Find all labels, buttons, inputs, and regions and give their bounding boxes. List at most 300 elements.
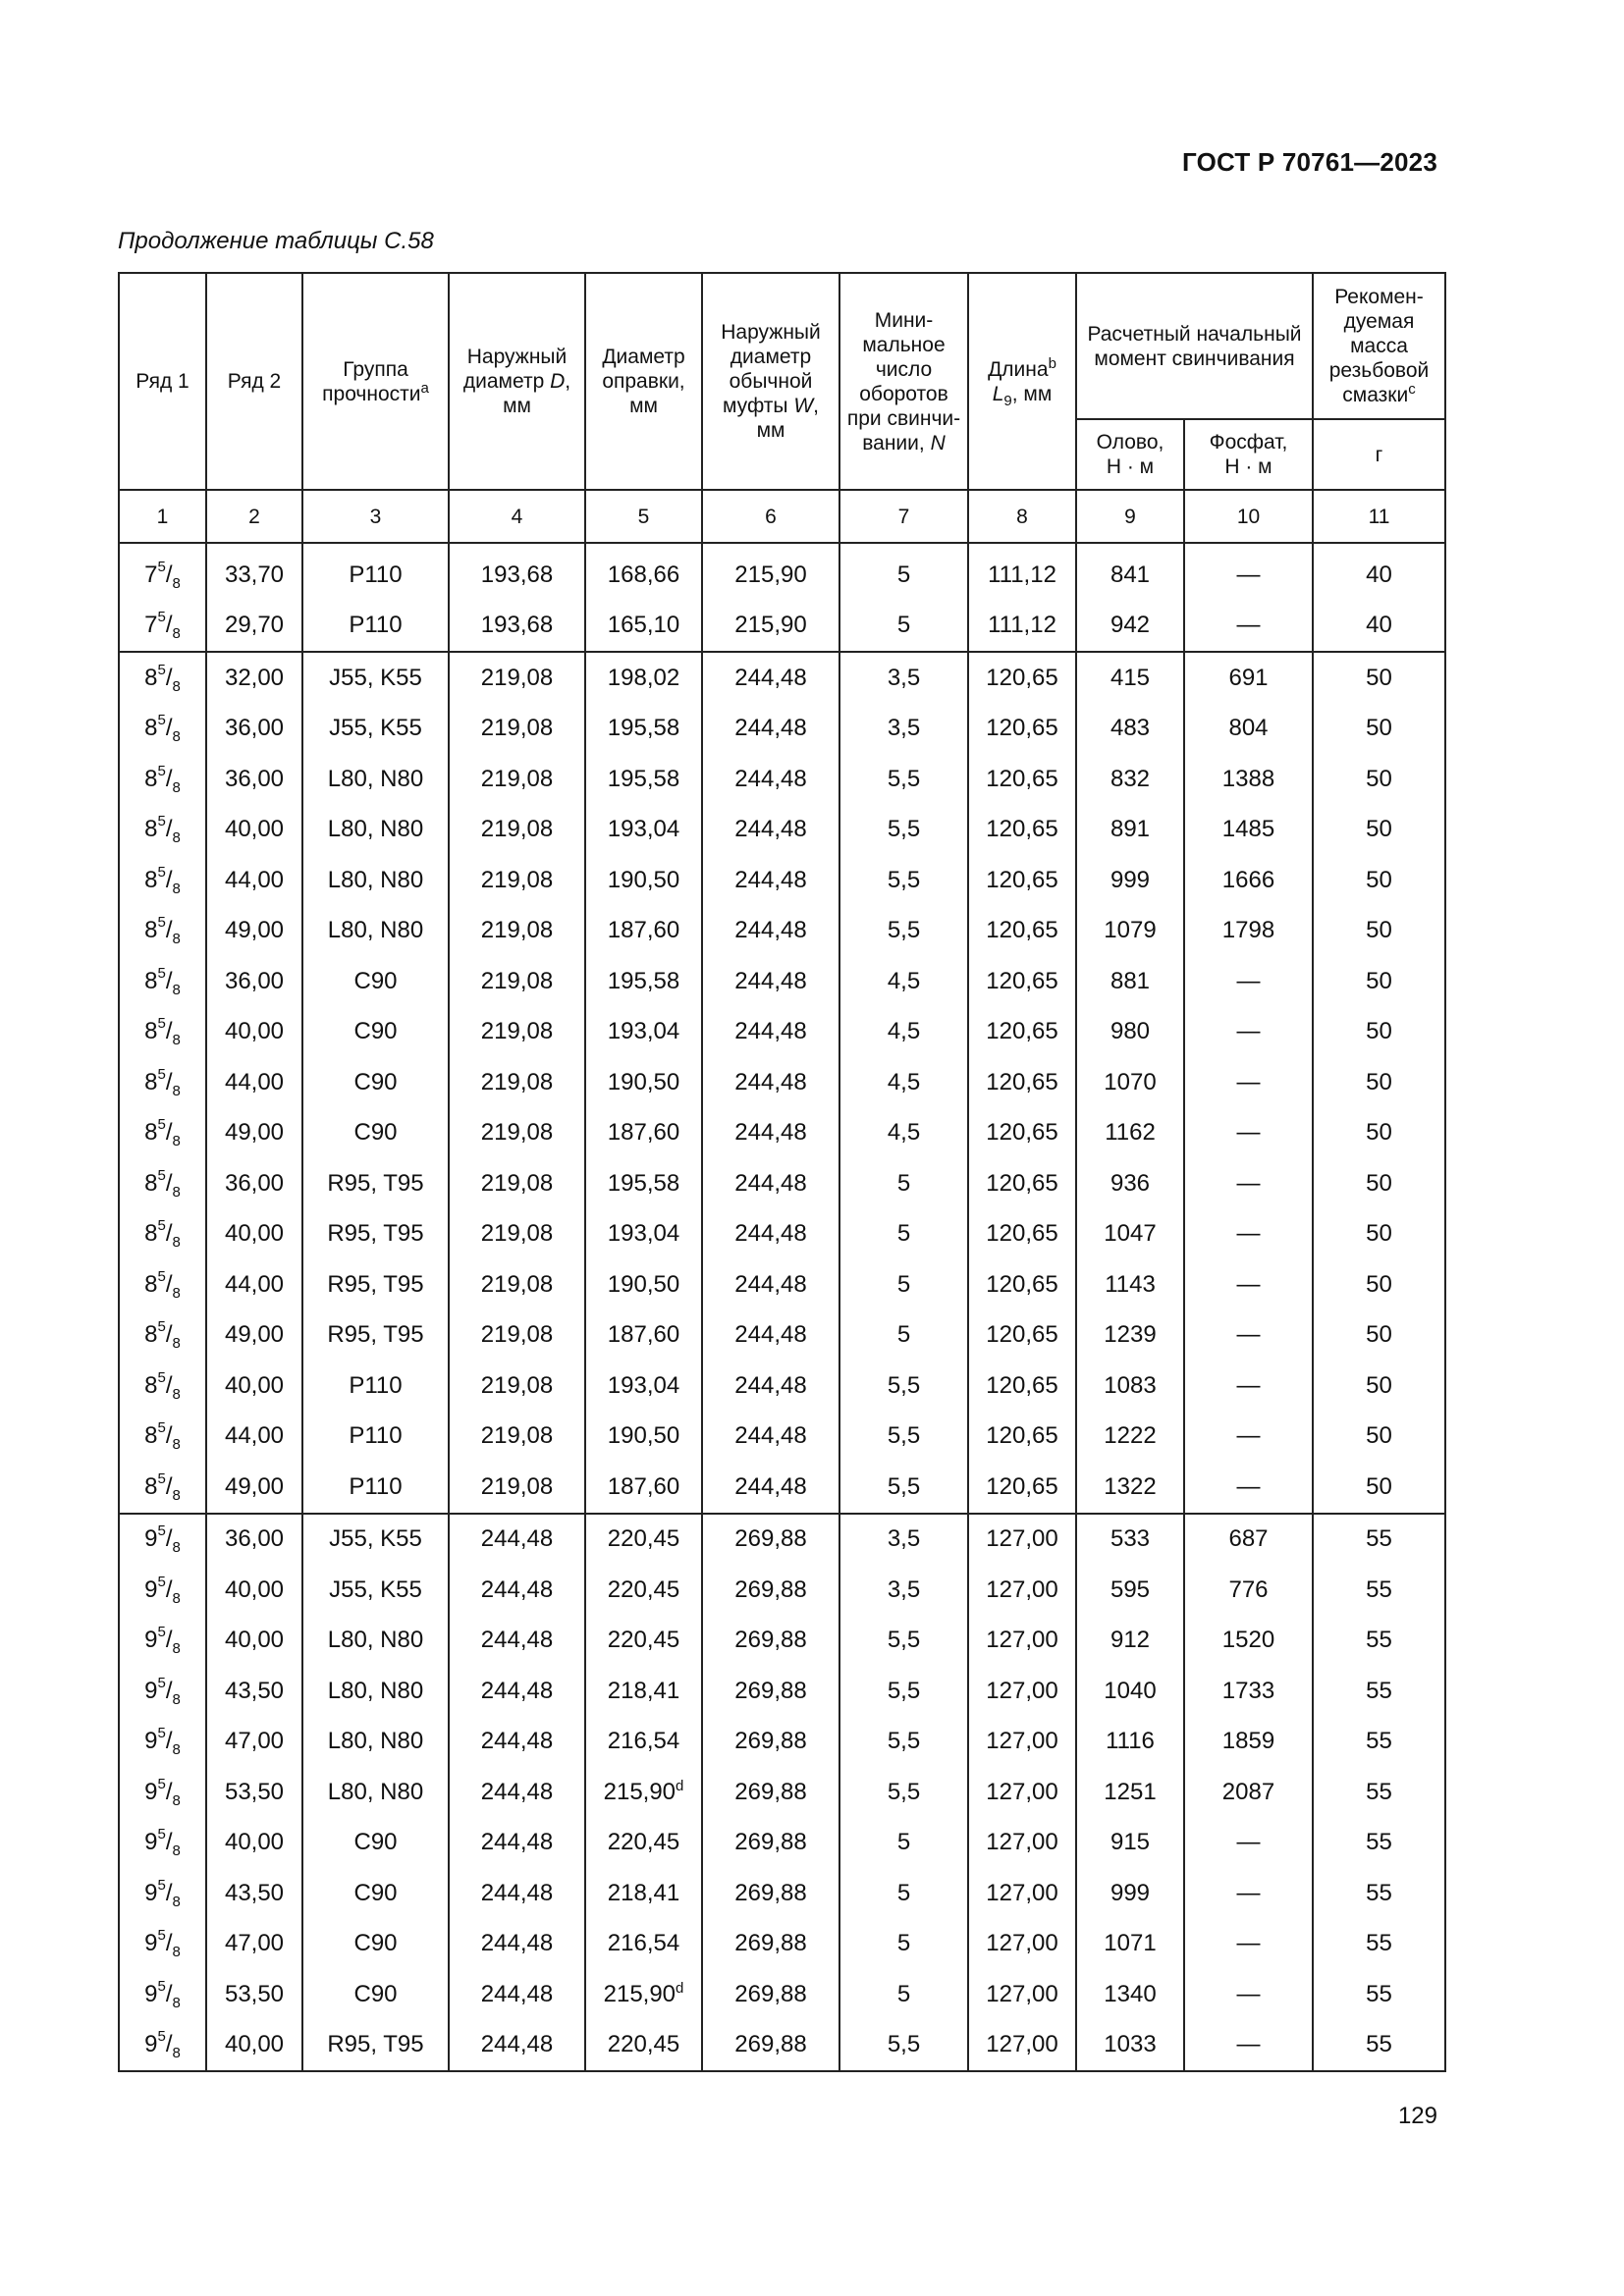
table-caption: Продолжение таблицы С.58 [118,228,434,254]
size-whole: 9 [144,2031,158,2058]
cell-torque-tin: 980 [1076,1007,1184,1058]
cell-outer-diameter: 219,08 [449,1158,585,1209]
cell-row2: 49,00 [206,1310,302,1362]
cell-length: 111,12 [968,601,1076,653]
cell-row1: $7^5/_8$ [119,543,206,601]
cell-length: 127,00 [968,1514,1076,1566]
cell-group: C90 [302,1969,449,2020]
cell-outer-diameter: 219,08 [449,1057,585,1108]
cell-row2: 40,00 [206,1616,302,1667]
cell-length: 127,00 [968,1565,1076,1616]
cell-length: 111,12 [968,543,1076,601]
size-denominator: 8 [172,829,181,847]
cell-min-turns: 5,5 [839,805,968,856]
cell-grease: 55 [1313,1767,1445,1818]
cell-coupling-diameter: 269,88 [702,1666,839,1717]
size-numerator: 5 [157,1318,166,1336]
size-denominator: 8 [172,1690,181,1708]
cell-outer-diameter: 244,48 [449,1919,585,1970]
cell-length: 120,65 [968,1209,1076,1260]
cell-torque-tin: 942 [1076,601,1184,653]
table-row [119,1361,1445,1412]
cell-mandrel [585,652,702,704]
table-row [119,1717,1445,1768]
cell-outer-diameter: 193,68 [449,601,585,653]
cell-length: 120,65 [968,704,1076,755]
size-denominator: 8 [172,1842,181,1860]
cell-min-turns: 5,5 [839,855,968,906]
cell-length: 120,65 [968,855,1076,906]
size-denominator: 8 [172,1335,181,1353]
cell-outer-diameter: 244,48 [449,1868,585,1919]
cell-row2: 44,00 [206,1057,302,1108]
cell-mandrel [585,1462,702,1514]
cell-outer-diameter: 219,08 [449,1361,585,1412]
cell-row2: 29,70 [206,601,302,653]
mandrel-value: 165,10 [607,612,680,639]
cell-outer-diameter: 219,08 [449,1209,585,1260]
col-number: 6 [702,490,839,543]
cell-coupling-diameter: 244,48 [702,1361,839,1412]
size-numerator: 5 [157,863,166,881]
mandrel-value: 218,41 [607,1677,680,1704]
cell-coupling-diameter: 244,48 [702,1310,839,1362]
cell-outer-diameter: 219,08 [449,1310,585,1362]
size-whole: 8 [144,1220,158,1248]
cell-min-turns: 5,5 [839,1767,968,1818]
size-whole: 9 [144,1778,158,1805]
cell-torque-tin: 1251 [1076,1767,1184,1818]
size-whole: 8 [144,1169,158,1197]
cell-grease: 55 [1313,1969,1445,2020]
col-number: 7 [839,490,968,543]
cell-torque-phosphate: 2087 [1184,1767,1313,1818]
mandrel-value: 193,04 [607,816,680,843]
cell-outer-diameter: 219,08 [449,754,585,805]
cell-mandrel [585,1259,702,1310]
cell-row2: 53,50 [206,1969,302,2020]
size-denominator: 8 [172,1032,181,1049]
cell-coupling-diameter: 244,48 [702,805,839,856]
cell-mandrel [585,1565,702,1616]
cell-row1: $8^5/_8$ [119,956,206,1007]
size-denominator: 8 [172,1436,181,1454]
table-row [119,704,1445,755]
cell-row1: $9^5/_8$ [119,1868,206,1919]
table-row [119,1310,1445,1362]
mandrel-value: 195,58 [607,967,680,994]
cell-min-turns: 4,5 [839,1057,968,1108]
size-numerator: 5 [157,1674,166,1691]
footnote-mark: d [676,1979,684,1997]
cell-torque-phosphate: 1798 [1184,906,1313,957]
size-numerator: 5 [157,1217,166,1235]
cell-group: L80, N80 [302,805,449,856]
size-whole: 8 [144,1321,158,1349]
size-numerator: 5 [157,1065,166,1083]
table-row [119,2020,1445,2072]
cell-torque-phosphate: 1733 [1184,1666,1313,1717]
size-denominator: 8 [172,880,181,897]
cell-grease: 50 [1313,906,1445,957]
cell-torque-tin: 999 [1076,855,1184,906]
cell-torque-phosphate: — [1184,1158,1313,1209]
size-numerator: 5 [157,1876,166,1894]
mandrel-value: 187,60 [607,1321,680,1349]
cell-torque-tin: 999 [1076,1868,1184,1919]
cell-outer-diameter: 193,68 [449,543,585,601]
cell-grease: 55 [1313,1717,1445,1768]
cell-row2: 43,50 [206,1868,302,1919]
size-numerator: 5 [157,1927,166,1945]
cell-row1: $9^5/_8$ [119,1919,206,1970]
size-whole: 8 [144,1472,158,1500]
cell-length: 120,65 [968,1310,1076,1362]
cell-row1: $9^5/_8$ [119,1969,206,2020]
cell-row2: 40,00 [206,1361,302,1412]
cell-torque-phosphate: 1520 [1184,1616,1313,1667]
cell-torque-tin: 1239 [1076,1310,1184,1362]
cell-outer-diameter: 219,08 [449,1259,585,1310]
cell-min-turns: 5 [839,1259,968,1310]
cell-length: 127,00 [968,1717,1076,1768]
cell-torque-tin: 915 [1076,1818,1184,1869]
cell-min-turns: 5,5 [839,906,968,957]
cell-torque-tin: 881 [1076,956,1184,1007]
cell-coupling-diameter: 269,88 [702,1514,839,1566]
cell-outer-diameter: 244,48 [449,1666,585,1717]
size-numerator: 5 [157,558,166,575]
table-row [119,1209,1445,1260]
cell-grease: 55 [1313,1565,1445,1616]
cell-row1: $9^5/_8$ [119,2020,206,2072]
mandrel-value: 193,04 [607,1371,680,1399]
cell-grease: 50 [1313,754,1445,805]
col-header-group: Группа прочности$^a$ [302,273,449,490]
cell-torque-tin: 1047 [1076,1209,1184,1260]
table-row [119,601,1445,653]
cell-row1: $8^5/_8$ [119,1462,206,1514]
cell-coupling-diameter: 244,48 [702,1007,839,1058]
cell-mandrel [585,1209,702,1260]
mandrel-value: 195,58 [607,765,680,792]
cell-min-turns: 5,5 [839,1666,968,1717]
mandrel-value: 187,60 [607,1119,680,1147]
cell-torque-tin: 1222 [1076,1412,1184,1463]
cell-min-turns: 5,5 [839,754,968,805]
cell-mandrel [585,1514,702,1566]
cell-coupling-diameter: 244,48 [702,704,839,755]
size-denominator: 8 [172,728,181,746]
cell-row1: $9^5/_8$ [119,1818,206,1869]
cell-outer-diameter: 219,08 [449,652,585,704]
page-number: 129 [1397,2103,1437,2129]
cell-grease: 55 [1313,1616,1445,1667]
cell-torque-phosphate: — [1184,1259,1313,1310]
cell-grease: 50 [1313,1007,1445,1058]
size-whole: 8 [144,816,158,843]
cell-coupling-diameter: 244,48 [702,855,839,906]
cell-min-turns: 5,5 [839,1717,968,1768]
cell-length: 127,00 [968,1919,1076,1970]
cell-mandrel [585,855,702,906]
cell-row2: 40,00 [206,1818,302,1869]
mandrel-value: 220,45 [607,2031,680,2058]
cell-row1: $8^5/_8$ [119,1158,206,1209]
mandrel-value: 195,58 [607,1169,680,1197]
size-whole: 8 [144,664,158,691]
cell-grease: 50 [1313,805,1445,856]
cell-row1: $9^5/_8$ [119,1666,206,1717]
table-row [119,1919,1445,1970]
cell-mandrel [585,956,702,1007]
cell-row2: 33,70 [206,543,302,601]
size-numerator: 5 [157,1573,166,1590]
cell-length: 120,65 [968,1259,1076,1310]
cell-group: R95, T95 [302,2020,449,2072]
size-denominator: 8 [172,1486,181,1504]
cell-coupling-diameter: 269,88 [702,1818,839,1869]
col-header-min-turns: Мини-мальное число оборотов при свинчи-вании, N [839,273,968,490]
cell-mandrel [585,601,702,653]
size-numerator: 5 [157,1624,166,1641]
mandrel-value: 187,60 [607,917,680,944]
cell-outer-diameter: 219,08 [449,805,585,856]
mandrel-value: 220,45 [607,1627,680,1654]
cell-min-turns: 5 [839,1919,968,1970]
table-row [119,1818,1445,1869]
cell-grease: 50 [1313,855,1445,906]
header-row [119,273,1445,419]
cell-torque-phosphate: — [1184,1007,1313,1058]
cell-grease: 50 [1313,652,1445,704]
cell-row2: 36,00 [206,754,302,805]
size-numerator: 5 [157,1469,166,1487]
cell-group: P110 [302,543,449,601]
cell-group: L80, N80 [302,1717,449,1768]
cell-grease: 40 [1313,601,1445,653]
cell-mandrel [585,1767,702,1818]
cell-row1: $8^5/_8$ [119,1108,206,1159]
size-denominator: 8 [172,1385,181,1403]
cell-min-turns: 5,5 [839,1412,968,1463]
size-numerator: 5 [157,1522,166,1540]
cell-mandrel [585,2020,702,2072]
col-number: 1 [119,490,206,543]
mandrel-value: 193,04 [607,1220,680,1248]
cell-mandrel [585,1666,702,1717]
cell-row2: 49,00 [206,906,302,957]
cell-torque-phosphate: — [1184,1108,1313,1159]
cell-torque-tin: 841 [1076,543,1184,601]
size-numerator: 5 [157,964,166,982]
cell-length: 120,65 [968,1462,1076,1514]
size-numerator: 5 [157,1015,166,1033]
col-header-tin: Олово, Н · м [1076,419,1184,490]
cell-torque-phosphate: — [1184,1462,1313,1514]
size-denominator: 8 [172,1234,181,1252]
table-row [119,956,1445,1007]
size-whole: 8 [144,1270,158,1298]
cell-mandrel [585,754,702,805]
cell-min-turns: 4,5 [839,956,968,1007]
table-row [119,1108,1445,1159]
table-row [119,754,1445,805]
cell-coupling-diameter: 244,48 [702,652,839,704]
cell-min-turns: 5 [839,1868,968,1919]
cell-row2: 40,00 [206,1007,302,1058]
cell-row2: 40,00 [206,2020,302,2072]
cell-row1: $8^5/_8$ [119,1310,206,1362]
size-numerator: 5 [157,2028,166,2046]
cell-length: 120,65 [968,956,1076,1007]
size-whole: 8 [144,967,158,994]
cell-min-turns: 5 [839,1158,968,1209]
cell-grease: 55 [1313,1868,1445,1919]
cell-min-turns: 5,5 [839,2020,968,2072]
cell-row1: $8^5/_8$ [119,1259,206,1310]
cell-torque-phosphate: — [1184,1412,1313,1463]
cell-row1: $7^5/_8$ [119,601,206,653]
cell-grease: 50 [1313,956,1445,1007]
cell-grease: 50 [1313,1158,1445,1209]
col-number: 10 [1184,490,1313,543]
size-numerator: 5 [157,712,166,729]
cell-torque-tin: 1070 [1076,1057,1184,1108]
col-header-outer-diameter: Наружный диаметр D, мм [449,273,585,490]
cell-group: C90 [302,1108,449,1159]
size-numerator: 5 [157,1775,166,1792]
cell-outer-diameter: 219,08 [449,1462,585,1514]
cell-group: C90 [302,956,449,1007]
cell-torque-tin: 1071 [1076,1919,1184,1970]
cell-torque-tin: 912 [1076,1616,1184,1667]
size-numerator: 5 [157,1977,166,1995]
cell-min-turns: 5,5 [839,1462,968,1514]
cell-group: J55, K55 [302,704,449,755]
cell-min-turns: 3,5 [839,1514,968,1566]
cell-outer-diameter: 244,48 [449,1969,585,2020]
cell-row1: $8^5/_8$ [119,1412,206,1463]
mandrel-value: 187,60 [607,1472,680,1500]
cell-torque-tin: 891 [1076,805,1184,856]
size-numerator: 5 [157,762,166,779]
size-denominator: 8 [172,1741,181,1759]
cell-grease: 55 [1313,1919,1445,1970]
cell-length: 120,65 [968,805,1076,856]
cell-torque-phosphate: — [1184,1868,1313,1919]
size-whole: 9 [144,1980,158,2007]
cell-row1: $9^5/_8$ [119,1565,206,1616]
cell-row2: 40,00 [206,1209,302,1260]
cell-grease: 50 [1313,1361,1445,1412]
col-header-grease: Рекомен-дуемая масса резьбовой смазки$^c$ [1313,273,1445,419]
size-denominator: 8 [172,778,181,796]
cell-coupling-diameter: 244,48 [702,1209,839,1260]
size-numerator: 5 [157,1368,166,1386]
mandrel-value: 215,90 [603,1980,677,2007]
cell-mandrel [585,1412,702,1463]
size-whole: 9 [144,1829,158,1856]
cell-mandrel [585,1158,702,1209]
cell-torque-phosphate: 1859 [1184,1717,1313,1768]
cell-row1: $8^5/_8$ [119,652,206,704]
size-whole: 8 [144,1018,158,1045]
cell-torque-tin: 1162 [1076,1108,1184,1159]
size-numerator: 5 [157,609,166,626]
table-row [119,855,1445,906]
mandrel-value: 220,45 [607,1575,680,1603]
cell-torque-phosphate: — [1184,1209,1313,1260]
cell-length: 120,65 [968,652,1076,704]
cell-group: R95, T95 [302,1259,449,1310]
size-whole: 8 [144,1119,158,1147]
cell-coupling-diameter: 244,48 [702,754,839,805]
mandrel-value: 193,04 [607,1018,680,1045]
mandrel-value: 190,50 [607,1422,680,1450]
col-number: 11 [1313,490,1445,543]
size-denominator: 8 [172,1893,181,1910]
mandrel-value: 190,50 [607,866,680,893]
cell-length: 127,00 [968,1868,1076,1919]
size-denominator: 8 [172,574,181,592]
cell-min-turns: 5,5 [839,1361,968,1412]
cell-torque-phosphate: — [1184,601,1313,653]
size-whole: 8 [144,1068,158,1095]
size-denominator: 8 [172,1791,181,1809]
data-table [118,272,1446,2072]
cell-torque-tin: 1040 [1076,1666,1184,1717]
cell-row2: 44,00 [206,1259,302,1310]
cell-row2: 47,00 [206,1919,302,1970]
cell-torque-tin: 1143 [1076,1259,1184,1310]
cell-mandrel [585,1868,702,1919]
col-header-row1: Ряд 1 [119,273,206,490]
cell-length: 120,65 [968,1108,1076,1159]
cell-torque-phosphate: 804 [1184,704,1313,755]
mandrel-value: 168,66 [607,561,680,588]
cell-min-turns: 3,5 [839,652,968,704]
cell-group: C90 [302,1818,449,1869]
cell-row2: 49,00 [206,1108,302,1159]
cell-row2: 40,00 [206,1565,302,1616]
size-numerator: 5 [157,914,166,932]
size-whole: 8 [144,765,158,792]
cell-row2: 36,00 [206,704,302,755]
cell-torque-phosphate: — [1184,543,1313,601]
cell-outer-diameter: 244,48 [449,2020,585,2072]
size-numerator: 5 [157,1267,166,1285]
cell-row1: $9^5/_8$ [119,1514,206,1566]
table-row [119,543,1445,601]
cell-group: J55, K55 [302,1565,449,1616]
cell-group: J55, K55 [302,652,449,704]
cell-row1: $8^5/_8$ [119,1057,206,1108]
cell-torque-tin: 936 [1076,1158,1184,1209]
cell-group: P110 [302,1412,449,1463]
cell-coupling-diameter: 244,48 [702,1259,839,1310]
cell-min-turns: 3,5 [839,1565,968,1616]
cell-min-turns: 5 [839,543,968,601]
size-whole: 9 [144,1677,158,1704]
mandrel-value: 190,50 [607,1068,680,1095]
cell-min-turns: 4,5 [839,1108,968,1159]
cell-group: L80, N80 [302,754,449,805]
size-whole: 8 [144,715,158,742]
col-header-row2: Ряд 2 [206,273,302,490]
cell-grease: 50 [1313,1259,1445,1310]
cell-group: C90 [302,1057,449,1108]
